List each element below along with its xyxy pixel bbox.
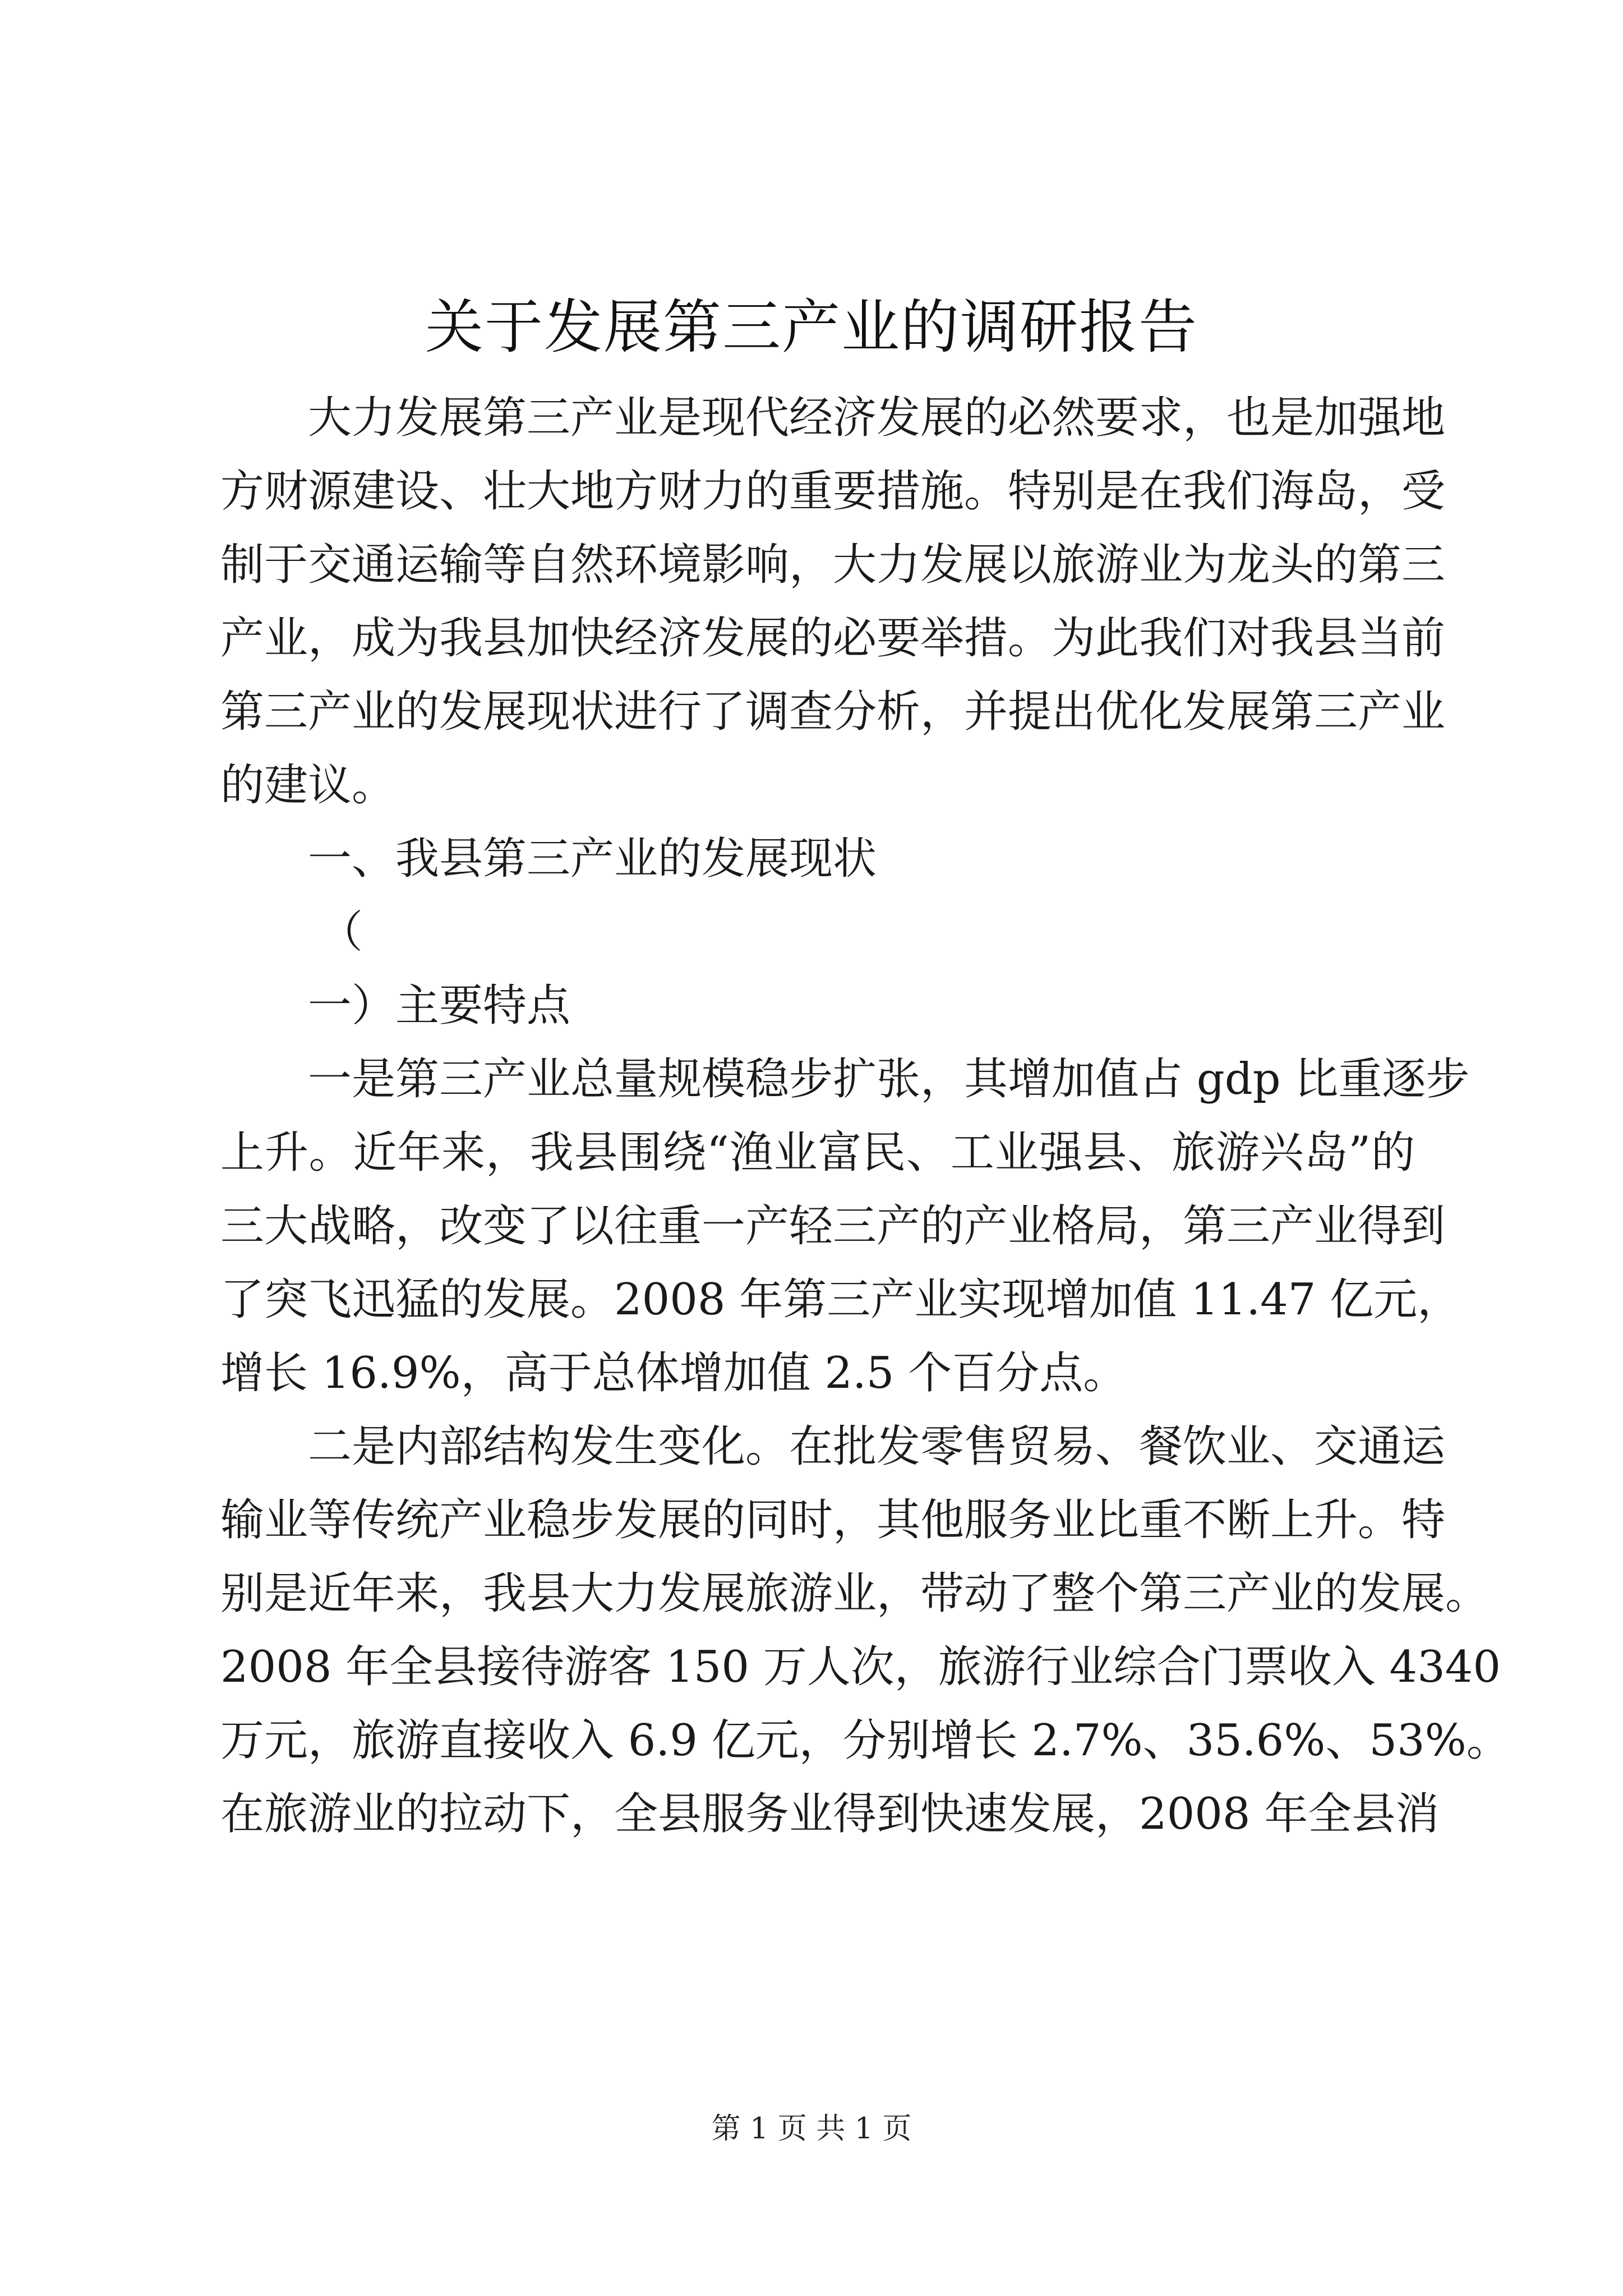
paragraph-line: 二是内部结构发生变化。在批发零售贸易、餐饮业、交通运 (308, 1421, 1446, 1472)
paragraph-line: 了突飞迅猛的发展。2008 年第三产业实现增加值 11.47 亿元， (220, 1274, 1461, 1325)
page-footer: 第 1 页 共 1 页 (711, 2112, 912, 2146)
paragraph-line: 产业，成为我县加快经济发展的必要举措。为此我们对我县当前 (220, 613, 1446, 664)
section-heading: 一、我县第三产业的发展现状 (308, 834, 877, 884)
subsection-paren: （ (319, 907, 363, 958)
paragraph-line: 别是近年来，我县大力发展旅游业，带动了整个第三产业的发展。 (220, 1568, 1490, 1619)
paragraph-line: 万元，旅游直接收入 6.9 亿元，分别增长 2.7%、35.6%、53%。 (220, 1715, 1510, 1766)
paragraph-line: 一是第三产业总量规模稳步扩张，其增加值占 gdp 比重逐步 (308, 1054, 1470, 1105)
paragraph-line: 在旅游业的拉动下，全县服务业得到快速发展，2008 年全县消 (220, 1789, 1440, 1839)
paragraph-line: 方财源建设、壮大地方财力的重要措施。特别是在我们海岛，受 (220, 466, 1446, 517)
paragraph-line: 增长 16.9%，高于总体增加值 2.5 个百分点。 (220, 1348, 1127, 1398)
paragraph-line: 第三产业的发展现状进行了调查分析，并提出优化发展第三产业 (220, 687, 1446, 737)
paragraph-line: 的建议。 (220, 760, 396, 811)
document-body (220, 381, 1510, 1851)
paragraph-line: 输业等传统产业稳步发展的同时，其他服务业比重不断上升。特 (220, 1495, 1446, 1545)
subsection-heading: 一）主要特点 (308, 981, 571, 1031)
paragraph-line: 上升。近年来，我县围绕“渔业富民、工业强县、旅游兴岛”的 (220, 1128, 1415, 1178)
paragraph-line: 制于交通运输等自然环境影响，大力发展以旅游业为龙头的第三 (220, 540, 1446, 590)
paragraph-line: 三大战略，改变了以往重一产轻三产的产业格局，第三产业得到 (220, 1201, 1446, 1251)
paragraph-line: 大力发展第三产业是现代经济发展的必然要求，也是加强地 (308, 393, 1446, 443)
paragraph-line: 2008 年全县接待游客 150 万人次，旅游行业综合门票收入 4340 (220, 1642, 1501, 1692)
document-title: 关于发展第三产业的调研报告 (425, 293, 1198, 361)
